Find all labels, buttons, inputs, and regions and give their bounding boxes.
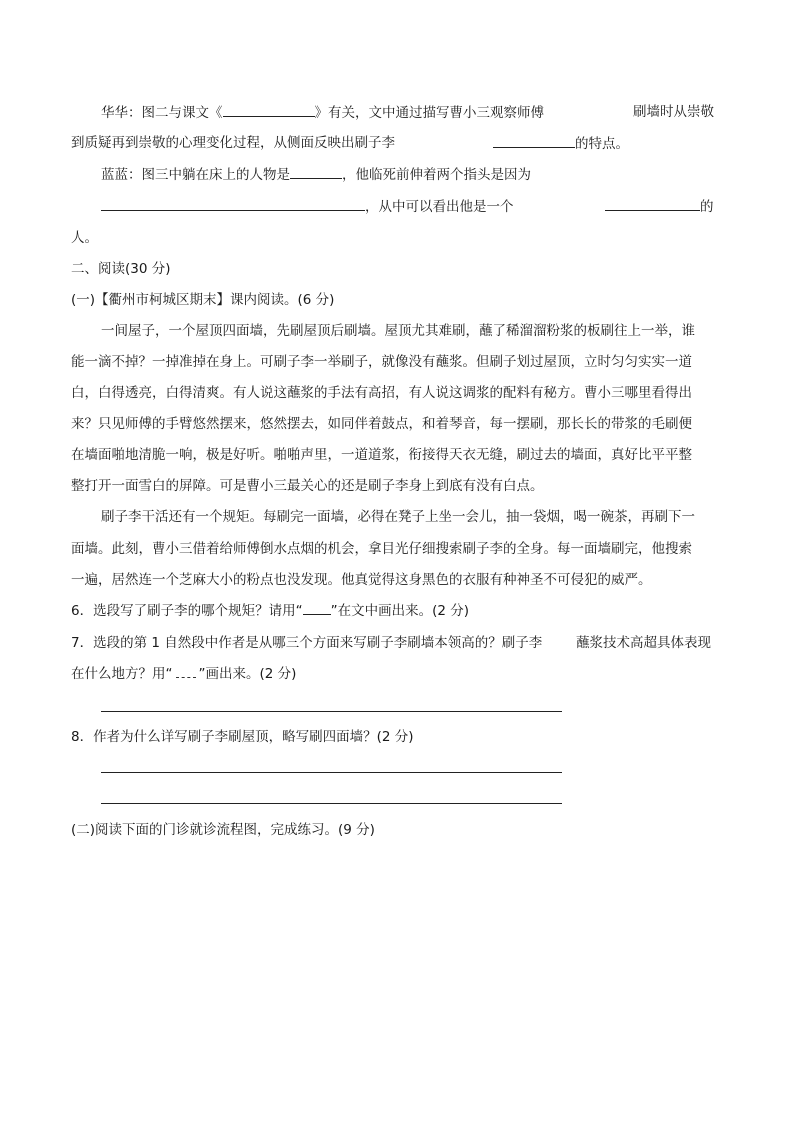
lanlan-line-2: [101, 196, 514, 217]
passage-p2-line: 一遍，居然连一个芝麻大小的粉点也没发现。他真觉得这身黑色的衣服有种神圣不可侵犯的威严。: [71, 572, 652, 588]
lanlan-text-a: 蓝蓝：图三中躺在床上的人物是: [101, 167, 290, 183]
lanlan-text-d: 的: [700, 199, 714, 215]
huahua-line-2: [71, 133, 395, 153]
huahua-text-c: 刷墙时从崇敬: [633, 104, 714, 120]
underline-mark-sample: [303, 602, 331, 615]
question-8-answer-line[interactable]: [101, 772, 562, 773]
sub-section-1-heading: (一)【衢州市柯城区期末】课内阅读。(6 分): [71, 292, 335, 308]
question-7-line-1-tail: [576, 633, 711, 653]
huahua-line-1-tail: [633, 102, 714, 122]
lanlan-line-2-tail: [605, 196, 714, 217]
lanlan-text-c: ，从中可以看出他是一个: [365, 199, 514, 215]
question-6: [71, 601, 469, 621]
passage-p1-line: 来？只见师傅的手臂悠然摆来，悠然摆去，如同伴着鼓点，和着琴音，每一摆刷，那长长的带浆的毛刷便: [71, 416, 692, 432]
passage-p1-line: 一间屋子，一个屋顶四面墙，先刷屋顶后刷墙。屋顶尤其难刷，蘸了稀溜溜粉浆的板刷往上一举，谁: [101, 323, 695, 339]
huahua-line-1: [101, 102, 544, 123]
passage-p1-line: 在墙面啪地清脆一响，极是好听。啪啪声里，一道道浆，衔接得天衣无缝，刷过去的墙面，真好比平平整: [71, 447, 692, 463]
question-6-text-b: ”在文中画出来。(2 分): [330, 603, 470, 619]
question-7-text-c: 在什么地方？用“: [71, 666, 173, 682]
huahua-text-b: 》有关，文中通过描写曹小三观察师傅: [314, 105, 544, 121]
passage-p1-line: 能一滴不掉？一掉准掉在身上。可刷子李一举刷子，就像没有蘸浆。但刷子划过屋顶，立时匀匀实实一道: [71, 354, 692, 370]
huahua-text-a: 华华：图二与课文《: [101, 105, 223, 121]
question-7-line-2: [71, 664, 296, 684]
question-7-text-d: ”画出来。(2 分): [198, 666, 297, 682]
question-7-line-1: [71, 633, 542, 653]
lesson-title-blank[interactable]: [223, 102, 315, 117]
passage-p2-line: 面墙。此刻，曹小三借着给师傅倒水点烟的机会，拿目光仔细搜索刷子李的全身。每一面墙刷完，他搜索: [71, 541, 692, 557]
huahua-text-e: 的特点。: [575, 136, 629, 152]
question-8: 8．作者为什么详写刷子李刷屋顶，略写刷四面墙？(2 分): [71, 729, 414, 745]
question-7-answer-line[interactable]: [101, 711, 562, 712]
question-7-text-a: 7．选段的第 1 自然段中作者是从哪三个方面来写刷子李刷墙本领高的？刷子李: [71, 635, 543, 651]
question-6-text-a: 6．选段写了刷子李的哪个规矩？请用“: [71, 603, 303, 619]
character-name-blank[interactable]: [290, 164, 342, 179]
person-type-blank[interactable]: [605, 196, 700, 211]
lanlan-text-e: 人。: [71, 230, 98, 246]
wavy-mark-sample: [176, 671, 196, 678]
lanlan-text-b: ，他临死前伸着两个指头是因为: [342, 167, 531, 183]
lanlan-line-1: [101, 164, 531, 185]
huahua-line-2-tail: [493, 133, 629, 154]
sub-section-2-heading: (二)阅读下面的门诊就诊流程图，完成练习。(9 分): [71, 822, 375, 838]
huahua-text-d: 到质疑再到崇敬的心理变化过程，从侧面反映出刷子李: [71, 135, 395, 151]
passage-p2-line: 刷子李干活还有一个规矩。每刷完一面墙，必得在凳子上坐一会儿，抽一袋烟，喝一碗茶，再刷下一: [101, 509, 695, 525]
shuaizili-trait-blank[interactable]: [493, 133, 575, 148]
question-8-answer-line[interactable]: [101, 803, 562, 804]
lanlan-line-3: [71, 228, 98, 248]
question-7-text-b: 蘸浆技术高超具体表现: [576, 635, 711, 651]
passage-p1-line: 整打开一面雪白的屏障。可是曹小三最关心的还是刷子李身上到底有没有白点。: [71, 478, 544, 494]
passage-p1-line: 白，白得透亮，白得清爽。有人说这蘸浆的手法有高招，有人说这调浆的配料有秘方。曹小三哪里看得出: [71, 385, 692, 401]
two-fingers-reason-blank[interactable]: [101, 196, 365, 211]
section-2-heading: 二、阅读(30 分): [71, 261, 171, 277]
